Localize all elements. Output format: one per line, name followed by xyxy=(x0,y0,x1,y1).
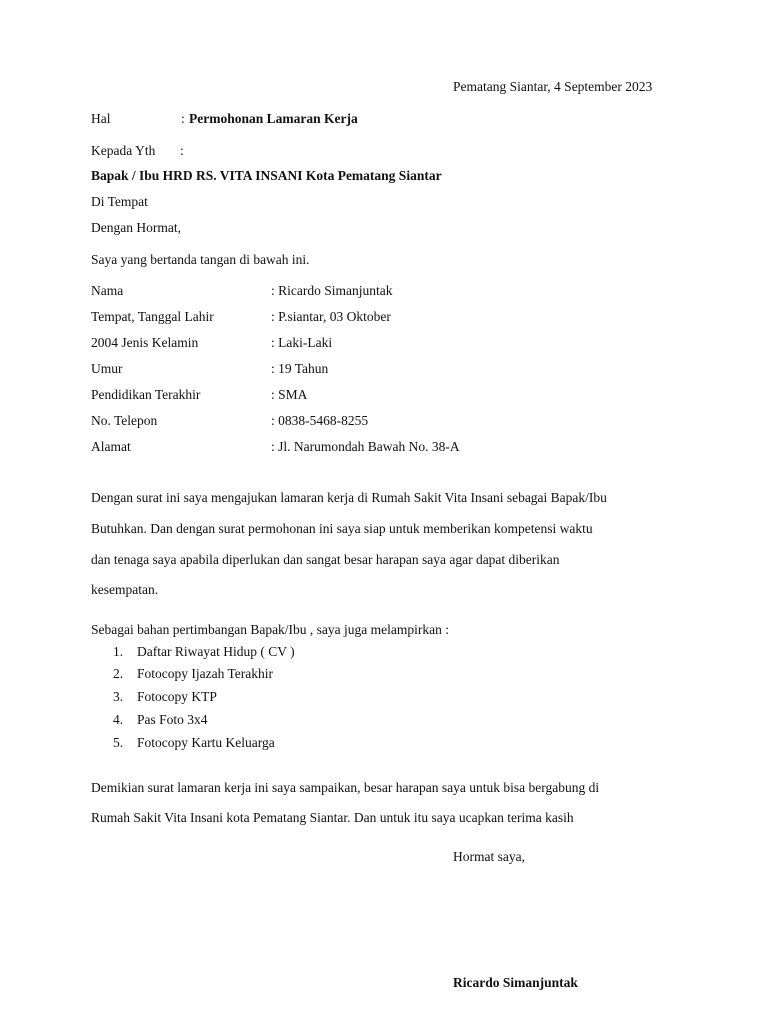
closing-line: Rumah Sakit Vita Insani kota Pematang Siantar. Dan untuk itu saya ucapkan terima kasih xyxy=(91,810,574,825)
identity-value: : Ricardo Simanjuntak xyxy=(271,283,393,298)
identity-label: 2004 Jenis Kelamin xyxy=(91,335,199,350)
list-number: 2. xyxy=(113,666,124,681)
list-text: Daftar Riwayat Hidup ( CV ) xyxy=(137,644,295,659)
place-date: Pematang Siantar, 4 September 2023 xyxy=(453,79,653,94)
body-line: kesempatan. xyxy=(91,582,159,597)
body-line: Dengan surat ini saya mengajukan lamaran kerja di Rumah Sakit Vita Insani sebagai Bapak/Ibu xyxy=(91,490,607,505)
list-number: 1. xyxy=(113,644,124,659)
identity-value: : Laki-Laki xyxy=(271,335,333,350)
list-text: Fotocopy Ijazah Terakhir xyxy=(137,666,274,681)
list-text: Pas Foto 3x4 xyxy=(137,712,208,727)
greeting: Dengan Hormat, xyxy=(91,220,181,235)
recipient: Bapak / Ibu HRD RS. VITA INSANI Kota Pematang Siantar xyxy=(91,168,442,183)
list-text: Fotocopy KTP xyxy=(137,689,217,704)
regards: Hormat saya, xyxy=(453,849,525,864)
identity-value: : Jl. Narumondah Bawah No. 38-A xyxy=(271,439,460,454)
closing-line: Demikian surat lamaran kerja ini saya sampaikan, besar harapan saya untuk bisa bergabung di xyxy=(91,780,600,795)
identity-label: Umur xyxy=(91,361,123,376)
identity-label: Tempat, Tanggal Lahir xyxy=(91,309,214,324)
to-label: Kepada Yth xyxy=(91,143,156,158)
subject-label: Hal xyxy=(91,111,111,126)
identity-value: : 0838-5468-8255 xyxy=(271,413,369,428)
list-text: Fotocopy Kartu Keluarga xyxy=(137,735,275,750)
to-colon: : xyxy=(180,143,184,158)
intro-line: Saya yang bertanda tangan di bawah ini. xyxy=(91,252,310,267)
identity-label: Alamat xyxy=(91,439,131,454)
list-number: 3. xyxy=(113,689,124,704)
signature-name: Ricardo Simanjuntak xyxy=(453,975,578,990)
identity-label: Nama xyxy=(91,283,124,298)
identity-value: : SMA xyxy=(271,387,308,402)
list-number: 5. xyxy=(113,735,124,750)
identity-label: No. Telepon xyxy=(91,413,158,428)
identity-label: Pendidikan Terakhir xyxy=(91,387,201,402)
place-line: Di Tempat xyxy=(91,194,148,209)
attachments-intro: Sebagai bahan pertimbangan Bapak/Ibu , saya juga melampirkan : xyxy=(91,622,450,637)
subject-value: Permohonan Lamaran Kerja xyxy=(189,111,358,126)
list-number: 4. xyxy=(113,712,124,727)
body-line: Butuhkan. Dan dengan surat permohonan ini saya siap untuk memberikan kompetensi waktu xyxy=(91,521,593,536)
identity-value: : 19 Tahun xyxy=(271,361,329,376)
body-line: dan tenaga saya apabila diperlukan dan sangat besar harapan saya agar dapat diberikan xyxy=(91,552,560,567)
subject-colon: : xyxy=(181,111,185,126)
identity-value: : P.siantar, 03 Oktober xyxy=(271,309,391,324)
